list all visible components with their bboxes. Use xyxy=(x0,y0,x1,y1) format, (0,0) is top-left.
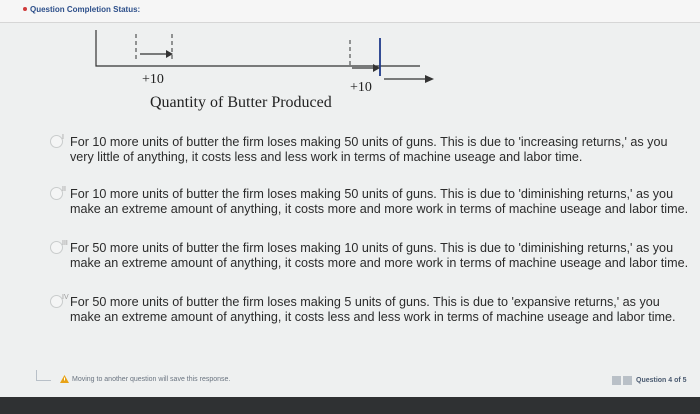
graph-svg xyxy=(0,22,700,132)
question-completion-status: Question Completion Status: xyxy=(30,5,141,14)
ppf-graph-fragment xyxy=(0,22,700,132)
save-corner-mark xyxy=(36,370,51,381)
option-numeral: I xyxy=(62,134,64,141)
option-numeral: IV xyxy=(62,294,69,301)
nav-prev-icon xyxy=(623,376,632,385)
warning-icon xyxy=(60,375,69,383)
option-numeral: III xyxy=(62,240,68,247)
option-numeral: II xyxy=(62,186,66,193)
option-text: For 10 more units of butter the firm loses making 50 units of guns. This is due to 'diminishing returns,' as you make an extreme amount of anything, it costs more and more work in terms of machine useage and labor time. xyxy=(70,187,689,216)
arrow-right-head xyxy=(373,64,380,72)
option-text: For 10 more units of butter the firm loses making 50 units of guns. This is due to 'increasing returns,' as you very little of anything, it costs less and less work in terms of machine useage and labor time. xyxy=(70,135,668,164)
nav-first-icon xyxy=(612,376,621,385)
tick-label-left: +10 xyxy=(142,72,164,87)
tick-label-right: +10 xyxy=(350,80,372,95)
save-notice: Moving to another question will save this response. xyxy=(72,376,231,383)
status-dot-icon xyxy=(23,7,27,11)
curve-top-edge xyxy=(96,30,420,66)
bottom-strip xyxy=(0,397,700,414)
status-bar xyxy=(0,0,700,23)
option-text: For 50 more units of butter the firm loses making 10 units of guns. This is due to 'diminishing returns,' as you make an extreme amount of anything, it costs more and more work in terms of machine useage and labor time. xyxy=(70,241,689,270)
x-axis-title: Quantity of Butter Produced xyxy=(150,94,332,111)
x-axis-arrowhead xyxy=(425,75,434,83)
option-text: For 50 more units of butter the firm loses making 5 units of guns. This is due to 'expansive returns,' as you make an extreme amount of anything, it costs less and less work in terms of machine useage and labor time. xyxy=(70,295,676,324)
question-counter: Question 4 of 5 xyxy=(636,377,687,384)
